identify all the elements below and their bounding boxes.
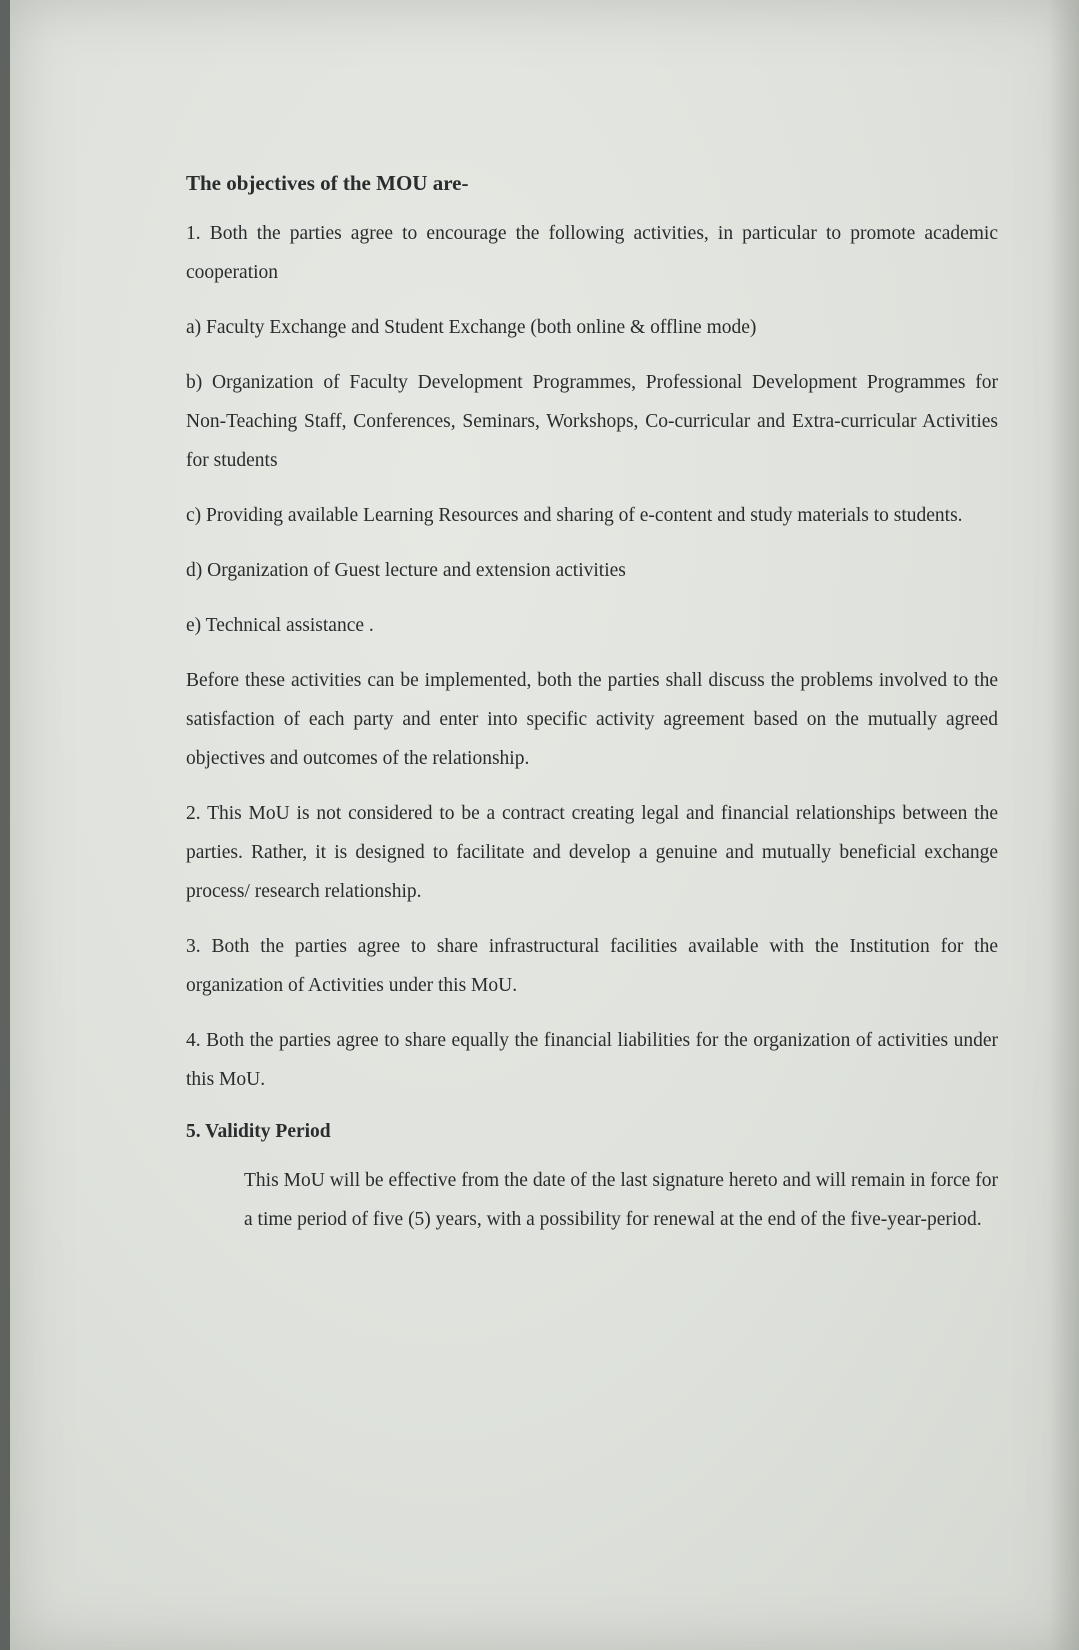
document-body: [186, 168, 998, 1255]
paper-edge-shadow: [1049, 0, 1079, 1650]
clause-3: 3. Both the parties agree to share infrastructural facilities available with the Institution for the organization of Activities under this MoU.: [186, 936, 998, 996]
clause-1: 1. Both the parties agree to encourage the following activities, in particular to promote academic cooperation: [186, 223, 998, 283]
clause-1b: b) Organization of Faculty Development Programmes, Professional Development Programmes for Non-Teaching Staff, Conferences, Seminars, Workshops, Co-curricular and Extra-curricular Activities for students: [186, 372, 998, 471]
validity-period-text: This MoU will be effective from the date of the last signature hereto and will remain in force for a time period of five (5) years, with a possibility for renewal at the end of the five-year-period.: [244, 1170, 998, 1230]
objectives-heading: The objectives of the MOU are-: [186, 171, 469, 195]
clause-1a: a) Faculty Exchange and Student Exchange (both online & offline mode): [186, 317, 757, 338]
paper-sheet: [10, 0, 1079, 1650]
validity-period-title: 5. Validity Period: [186, 1121, 331, 1142]
clause-1d: d) Organization of Guest lecture and extension activities: [186, 560, 626, 581]
clause-4: 4. Both the parties agree to share equally the financial liabilities for the organization of activities under this MoU.: [186, 1030, 998, 1090]
clause-1e: e) Technical assistance .: [186, 615, 374, 636]
clause-1c: c) Providing available Learning Resources and sharing of e-content and study materials to students.: [186, 505, 963, 526]
clause-2: 2. This MoU is not considered to be a contract creating legal and financial relationships between the parties. Rather, it is designed to facilitate and develop a genuine and mutually beneficial exchange process/ research relationship.: [186, 803, 998, 902]
implementation-paragraph: Before these activities can be implemented, both the parties shall discuss the problems involved to the satisfaction of each party and enter into specific activity agreement based on the mutually agreed objectives and outcomes of the relationship.: [186, 670, 998, 769]
